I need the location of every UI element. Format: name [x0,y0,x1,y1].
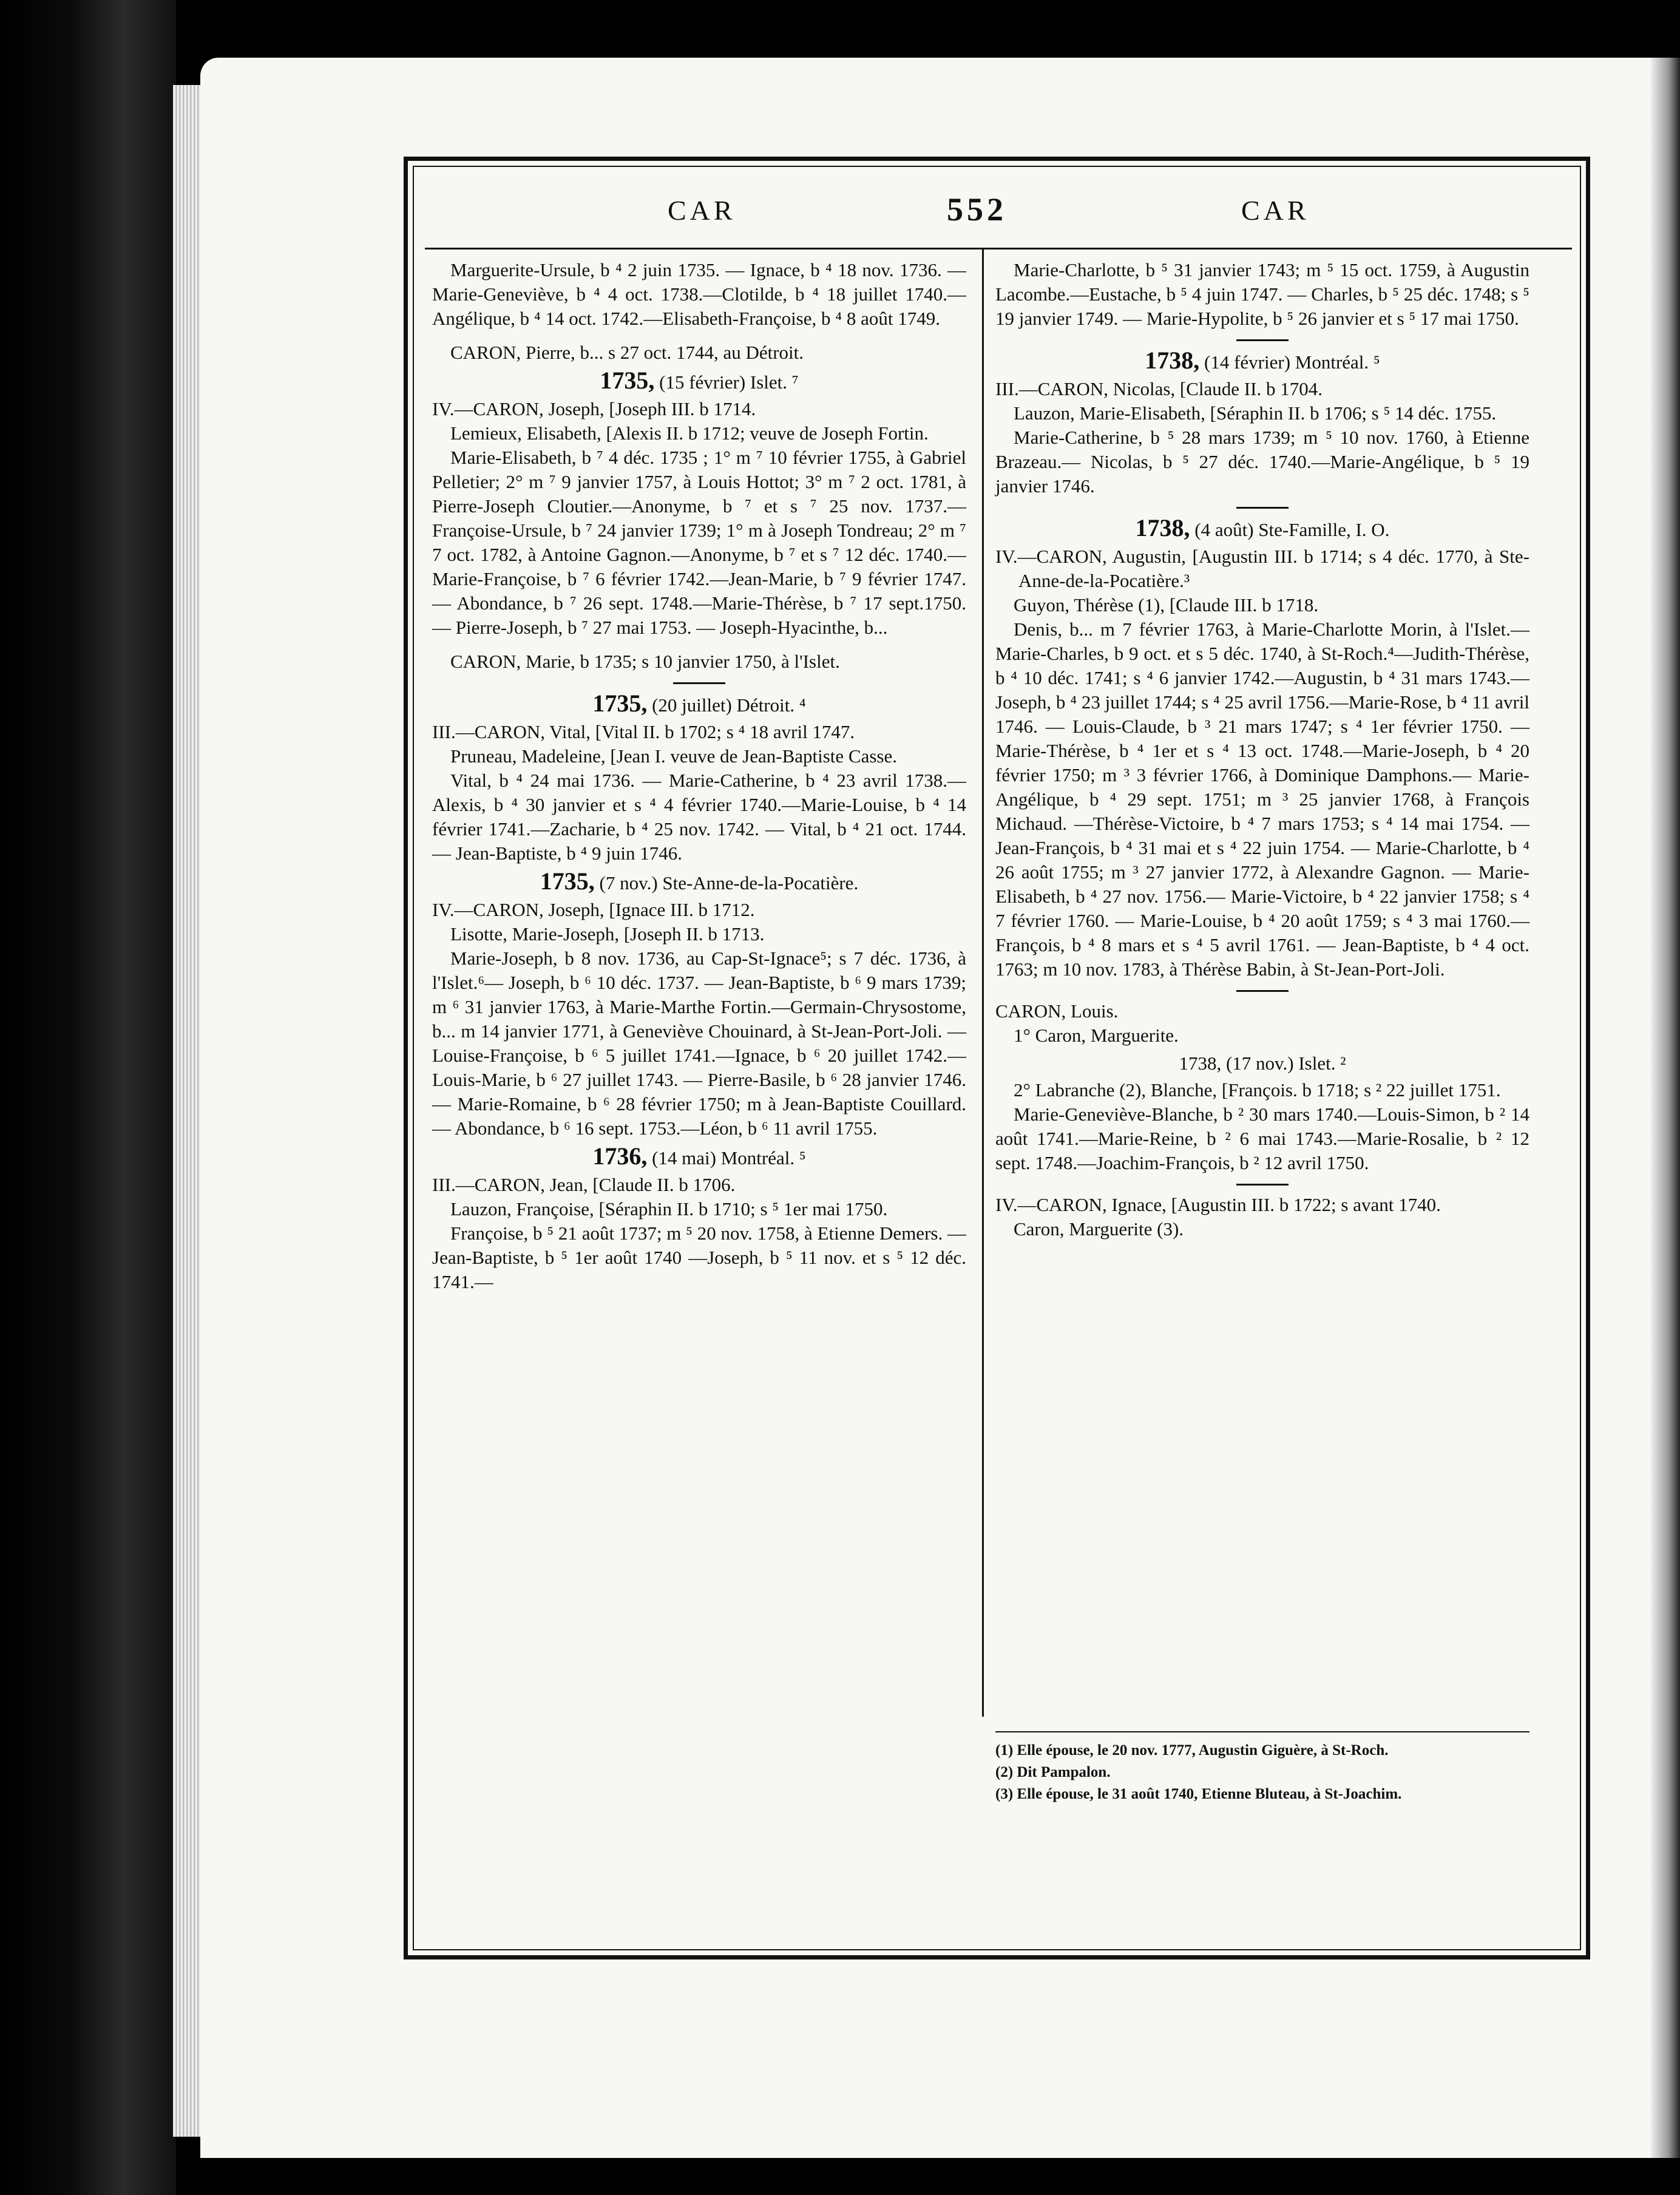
section-rule [1236,339,1289,341]
footnote: (1) Elle épouse, le 20 nov. 1777, Augustin Giguère, à St-Roch. [995,1742,1389,1759]
marriage-year: 1736, [592,1142,648,1170]
marriage-date-heading [432,368,966,395]
marriage-date-heading: 1738, (17 nov.) Islet. ² [1179,1053,1346,1074]
marriage-place: (7 nov.) Ste-Anne-de-la-Pocatière. [594,872,859,894]
header-right-word: CAR [1241,195,1310,226]
footnote: (3) Elle épouse, le 31 août 1740, Etienne Bluteau, à St-Joachim. [995,1786,1402,1802]
section-rule [1236,990,1289,992]
footnote: (2) Dit Pampalon. [995,1764,1111,1780]
spacer [432,640,966,650]
family-head-entry: III.—CARON, Nicolas, [Claude II. b 1704. [995,378,1323,399]
footnote-rule [995,1731,1529,1732]
right-column [995,258,1529,1241]
spouse-entry: Lauzon, Marie-Elisabeth, [Séraphin II. b 1706; s ⁵ 14 déc. 1755. [1014,402,1497,424]
children-entry: Marie-Charlotte, b ⁵ 31 janvier 1743; m ⁵ 15 oct. 1759, à Augustin Lacombe.—Eustache, b ⁵ 4 juin 1747. — Charles, b ⁵ 25 déc. 1748; s ⁵ 19 janvier 1749. — Marie-Hypolite, b ⁵ 26 janvier et s ⁵ 17 mai 1750. [995,259,1529,329]
children-entry: Marguerite-Ursule, b ⁴ 2 juin 1735. — Ignace, b ⁴ 18 nov. 1736. — Marie-Geneviève, b ⁴ 4 oct. 1738.—Clotilde, b ⁴ 18 juillet 1740.—Angélique, b ⁴ 14 oct. 1742.—Elisabeth-Françoise, b ⁴ 8 août 1749. [432,259,966,329]
spouse-entry: 1° Caron, Marguerite. [1014,1025,1179,1046]
children-entry: Marie-Joseph, b 8 nov. 1736, au Cap-St-Ignace⁵; s 7 déc. 1736, à l'Islet.⁶— Joseph, b ⁶ 10 déc. 1737. — Jean-Baptiste, b ⁶ 9 mars 1739; m ⁶ 31 janvier 1763, à Marie-Marthe Fortin.—Germain-Chrysostome, b... m 14 janvier 1771, à Geneviève Chouinard, à St-Jean-Port-Joli. — Louise-Françoise, b ⁶ 5 juillet 1741.—Ignace, b ⁶ 20 juillet 1742.—Louis-Marie, b ⁶ 27 juillet 1743. — Pierre-Basile, b ⁶ 28 janvier 1746. — Marie-Romaine, b ⁶ 28 février 1750; m à Jean-Baptiste Couillard. — Abondance, b ⁶ 16 sept. 1753.—Léon, b ⁶ 11 avril 1755. [432,948,966,1139]
marriage-year: 1735, [540,867,595,895]
marriage-date-heading [432,869,966,895]
children-entry: Françoise, b ⁵ 21 août 1737; m ⁵ 20 nov. 1758, à Etienne Demers. — Jean-Baptiste, b ⁵ 1er août 1740 —Joseph, b ⁵ 11 nov. et s ⁵ 12 déc. 1741.— [432,1223,966,1292]
left-column [432,258,966,1294]
header-rule [425,248,1572,249]
family-head-entry: III.—CARON, Vital, [Vital II. b 1702; s ⁴ 18 avril 1747. [432,721,855,742]
header-left-word: CAR [668,195,736,226]
children-entry: CARON, Pierre, b... s 27 oct. 1744, au Détroit. [450,342,804,363]
marriage-place: (20 juillet) Détroit. ⁴ [647,694,806,716]
marriage-date-heading [432,1144,966,1170]
marriage-year: 1738, [1135,514,1190,541]
family-head-entry: IV.—CARON, Joseph, [Ignace III. b 1712. [432,899,755,920]
marriage-date-heading [995,516,1529,542]
spouse-entry: Lauzon, Françoise, [Séraphin II. b 1710; s ⁵ 1er mai 1750. [450,1198,888,1220]
marriage-date-heading [432,691,966,718]
children-entry: Vital, b ⁴ 24 mai 1736. — Marie-Catherine, b ⁴ 23 avril 1738.—Alexis, b ⁴ 30 janvier et s ⁴ 4 février 1740.—Marie-Louise, b ⁴ 14 février 1741.—Zacharie, b ⁴ 25 nov. 1742. — Vital, b ⁴ 21 oct. 1744. — Jean-Baptiste, b ⁴ 9 juin 1746. [432,770,966,864]
family-head-entry: IV.—CARON, Ignace, [Augustin III. b 1722; s avant 1740. [995,1194,1441,1215]
marriage-year: 1735, [600,367,655,394]
children-entry: CARON, Marie, b 1735; s 10 janvier 1750, à l'Islet. [450,651,840,672]
family-head-entry: IV.—CARON, Joseph, [Joseph III. b 1714. [432,398,756,419]
spouse-entry: Lemieux, Elisabeth, [Alexis II. b 1712; veuve de Joseph Fortin. [450,422,929,444]
spacer [432,331,966,341]
footnotes [995,1731,1529,1807]
marriage-place: (4 août) Ste-Famille, I. O. [1190,519,1390,540]
marriage-place: (15 février) Islet. ⁷ [654,371,799,393]
marriage-date-heading [995,348,1529,375]
children-entry: Marie-Geneviève-Blanche, b ² 30 mars 1740.—Louis-Simon, b ² 14 août 1741.—Marie-Reine, b ² 6 mai 1743.—Marie-Rosalie, b ² 12 sept. 1748.—Joachim-François, b ² 12 avril 1750. [995,1104,1529,1173]
running-header [425,182,1572,249]
spouse-entry: Pruneau, Madeleine, [Jean I. veuve de Jean-Baptiste Casse. [450,745,897,767]
marriage-year: 1738, [1145,347,1200,374]
children-entry: Denis, b... m 7 février 1763, à Marie-Charlotte Morin, à l'Islet.—Marie-Charles, b 9 oct. et s 5 déc. 1740, à St-Roch.⁴—Judith-Thérèse, b ⁴ 10 déc. 1741; s ⁴ 6 janvier 1742.—Augustin, b ⁴ 31 mars 1743.—Joseph, b ⁴ 23 juillet 1744; s ⁴ 25 avril 1756.—Marie-Rose, b ⁴ 11 avril 1746. — Louis-Claude, b ³ 21 mars 1747; s ⁴ 1er février 1750. — Marie-Thérèse, b ⁴ 1er et s ⁴ 13 oct. 1748.—Marie-Joseph, b ⁴ 20 février 1750; m ³ 3 février 1766, à Dominique Damphons.— Marie-Angélique, b ⁴ 29 sept. 1751; m ³ 25 janvier 1768, à François Michaud. —Thérèse-Victoire, b ⁴ 7 mars 1753; s ⁴ 14 mai 1754. — Jean-François, b ⁴ 31 mai et s ⁴ 22 juin 1754. — Marie-Charlotte, b ⁴ 26 août 1755; m ³ 27 janvier 1772, à Alexandre Gagnon. — Marie-Elisabeth, b ⁴ 27 nov. 1756.— Marie-Victoire, b ⁴ 22 janvier 1758; s ⁴ 7 février 1760. — Marie-Louise, b ⁴ 20 août 1759; s ⁴ 3 mai 1760.—François, b ⁴ 8 mars et s ⁴ 5 avril 1761. — Jean-Baptiste, b ⁴ 4 oct. 1763; m 10 nov. 1783, à Thérèse Babin, à St-Jean-Port-Joli. [995,619,1529,980]
family-head-entry: CARON, Louis. [995,1000,1119,1022]
spouse-entry: Lisotte, Marie-Joseph, [Joseph II. b 1713. [450,923,765,945]
page-number: 552 [947,191,1007,228]
right-page-edge [1651,58,1680,2158]
marriage-place: (14 février) Montréal. ⁵ [1199,351,1380,373]
family-head-entry: III.—CARON, Jean, [Claude II. b 1706. [432,1174,736,1195]
column-separator [982,248,984,1717]
spouse-entry: Guyon, Thérèse (1), [Claude III. b 1718. [1014,594,1319,616]
children-entry: Marie-Catherine, b ⁵ 28 mars 1739; m ⁵ 10 nov. 1760, à Etienne Brazeau.— Nicolas, b ⁵ 27 déc. 1740.—Marie-Angélique, b ⁵ 19 janvier 1746. [995,427,1529,497]
section-rule [673,682,725,684]
family-head-entry: IV.—CARON, Augustin, [Augustin III. b 1714; s 4 déc. 1770, à Ste-Anne-de-la-Pocatière.³ [995,546,1529,591]
marriage-place: (14 mai) Montréal. ⁵ [647,1147,806,1169]
marriage-year: 1735, [592,690,648,717]
spouse-entry: 2° Labranche (2), Blanche, [François. b 1718; s ² 22 juillet 1751. [1014,1079,1501,1101]
spouse-entry: Caron, Marguerite (3). [1014,1218,1184,1240]
section-rule [1236,1184,1289,1186]
section-rule [1236,507,1289,509]
children-entry: Marie-Elisabeth, b ⁷ 4 déc. 1735 ; 1° m ⁷ 10 février 1755, à Gabriel Pelletier; 2° m ⁷ 9 janvier 1757, à Louis Hottot; 3° m ⁷ 2 oct. 1781, à Pierre-Joseph Cloutier.—Anonyme, b ⁷ et s ⁷ 25 nov. 1737.—Françoise-Ursule, b ⁷ 24 janvier 1739; 1° m à Joseph Tondreau; 2° m ⁷ 7 oct. 1782, à Antoine Gagnon.—Anonyme, b ⁷ et s ⁷ 12 déc. 1740.—Marie-Françoise, b ⁷ 6 février 1742.—Jean-Marie, b ⁷ 9 février 1747. — Abondance, b ⁷ 26 sept. 1748.—Marie-Thérèse, b ⁷ 17 sept.1750. — Pierre-Joseph, b ⁷ 27 mai 1753. — Joseph-Hyacinthe, b... [432,447,966,638]
book-spine [0,0,176,2195]
